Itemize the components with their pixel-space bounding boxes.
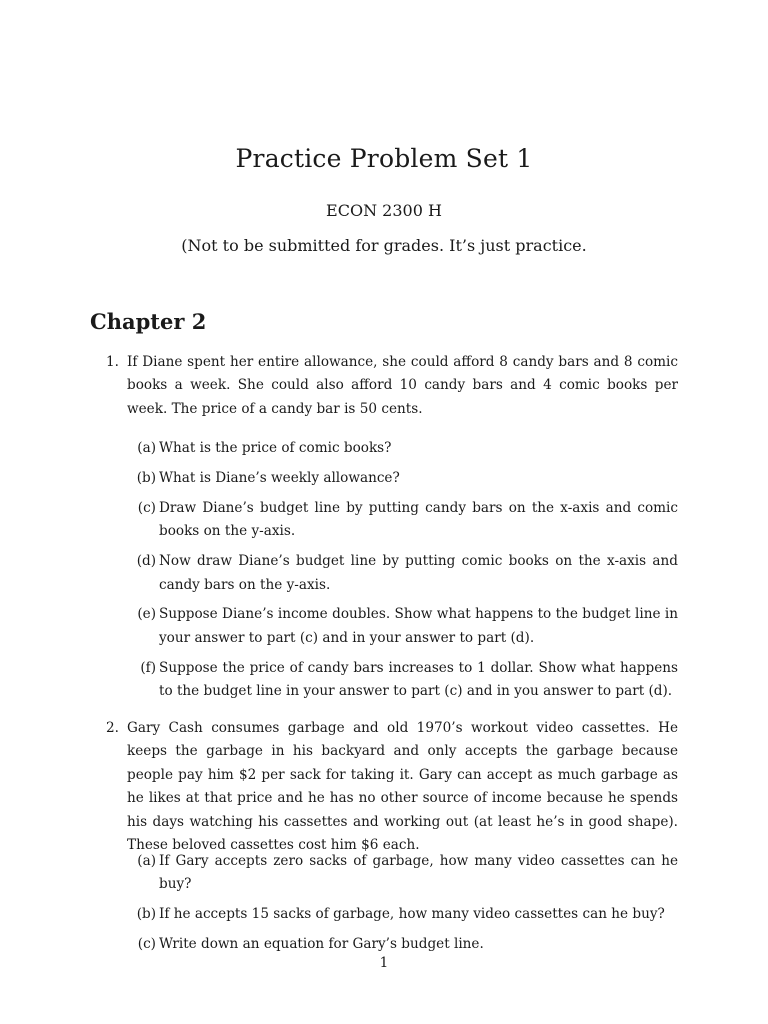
part-text: What is Diane’s weekly allowance? [159,469,400,486]
list-item [130,467,678,490]
part-label: (a) [137,440,156,456]
part-text: If he accepts 15 sacks of garbage, how many video cassettes can he buy? [159,906,665,923]
list-item [130,437,678,460]
part-text: Draw Diane’s budget line by putting candy bars on the x-axis and comic books on the y-axis. [159,499,678,540]
part-text: What is the price of comic books? [159,440,392,456]
list-item [130,550,678,597]
problem-text: Gary Cash consumes garbage and old 1970’s workout video cassettes. He keeps the garbage in his backyard and only accepts the garbage because people pay him $2 per sack for taking it. Gary can accept as much garbage as he likes at that price and he has no other source of income because he spends his days watching his cassettes and working out (at least he’s in good shape). These beloved cassettes cost him $6 each. [127,720,678,854]
part-text: Suppose the price of candy bars increases to 1 dollar. Show what happens to the budget line in your answer to part (c) and in you answer to part (d). [159,659,678,700]
part-text: Write down an equation for Gary’s budget line. [159,936,484,953]
problem-2 [106,717,678,857]
problem-text: If Diane spent her entire allowance, she could afford 8 candy bars and 8 comic books a week. She could also afford 10 candy bars and 4 comic books per week. The price of a candy bar is 50 cents. [127,354,678,417]
list-item [130,903,678,926]
part-label: (a) [137,853,156,869]
list-item [130,603,678,650]
page-number: 1 [379,955,389,971]
problem-1 [106,351,678,421]
list-item [130,657,678,704]
problem-number: 2. [106,720,119,736]
course-code: ECON 2300 H [326,201,442,220]
part-label: (f) [140,659,156,676]
document-title: Practice Problem Set 1 [235,144,533,173]
problem-2-parts [130,850,678,963]
part-label: (c) [137,499,156,516]
part-label: (d) [136,553,156,570]
part-text: Suppose Diane’s income doubles. Show what happens to the budget line in your answer to part (c) and in your answer to part (d). [159,606,678,646]
problem-1-parts [130,437,678,710]
part-label: (b) [136,469,156,486]
part-text: Now draw Diane’s budget line by putting comic books on the x-axis and candy bars on the y-axis. [159,553,678,593]
list-item [130,933,678,956]
part-text: If Gary accepts zero sacks of garbage, how many video cassettes can he buy? [159,853,678,893]
part-label: (e) [137,606,156,623]
list-item [130,497,678,544]
part-label: (b) [136,906,156,923]
part-label: (c) [137,936,156,953]
problem-number: 1. [106,354,119,370]
chapter-heading: Chapter 2 [90,309,207,334]
practice-note: (Not to be submitted for grades. It’s just practice. [181,236,587,255]
list-item [130,850,678,897]
